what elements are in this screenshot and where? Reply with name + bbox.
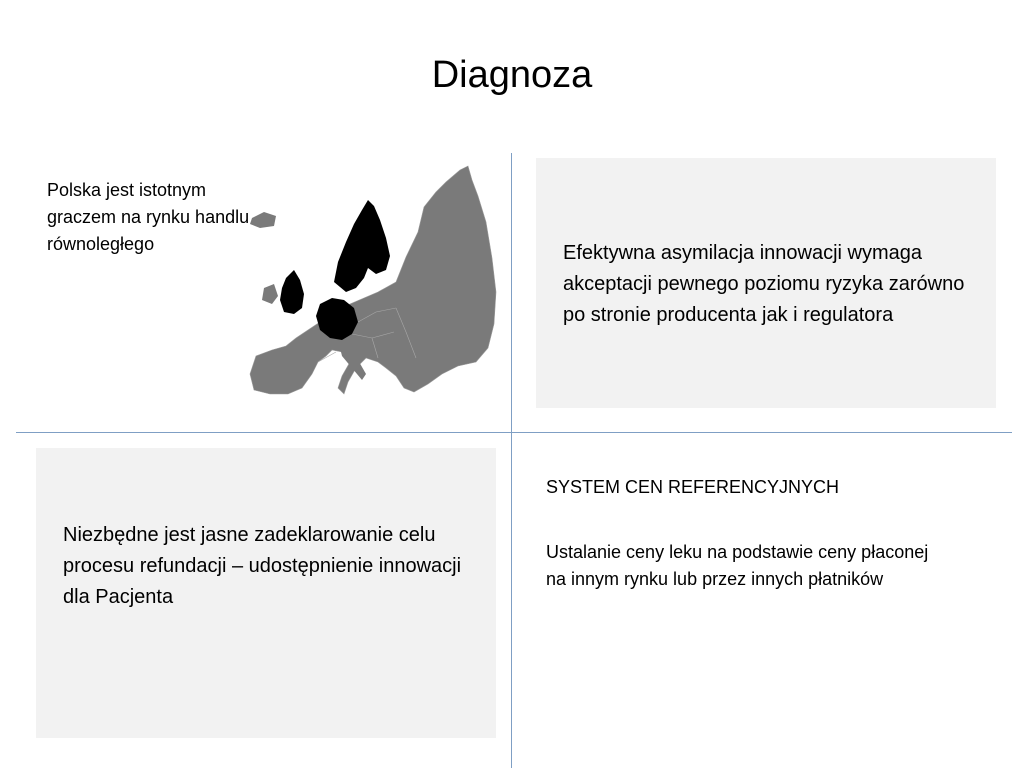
map-iceland (250, 212, 276, 228)
slide-title: Diagnoza (431, 54, 593, 96)
horizontal-divider (16, 432, 1012, 433)
map-uk (280, 270, 304, 314)
europe-map-icon (246, 162, 498, 398)
vertical-divider (511, 153, 512, 768)
innovation-risk-text: Efektywna asymilacja innowacji wymaga akceptacji pewnego poziomu ryzyka zarówno po stronie producenta jak i regulatora (563, 242, 965, 326)
poland-note: Polska jest istotnym graczem na rynku handlu równoległego (47, 180, 250, 254)
reference-pricing-body: Ustalanie ceny leku na podstawie ceny płaconej na innym rynku lub przez innych płatników (546, 542, 929, 589)
reimbursement-goal-text: Niezbędne jest jasne zadeklarowanie celu procesu refundacji – udostępnienie innowacji dla Pacjenta (63, 524, 462, 608)
innovation-risk-box (536, 158, 996, 408)
reference-pricing-heading: SYSTEM CEN REFERENCYJNYCH (546, 477, 840, 497)
map-scandinavia (334, 200, 390, 292)
reimbursement-goal-box (36, 448, 496, 738)
map-ireland (262, 284, 278, 304)
